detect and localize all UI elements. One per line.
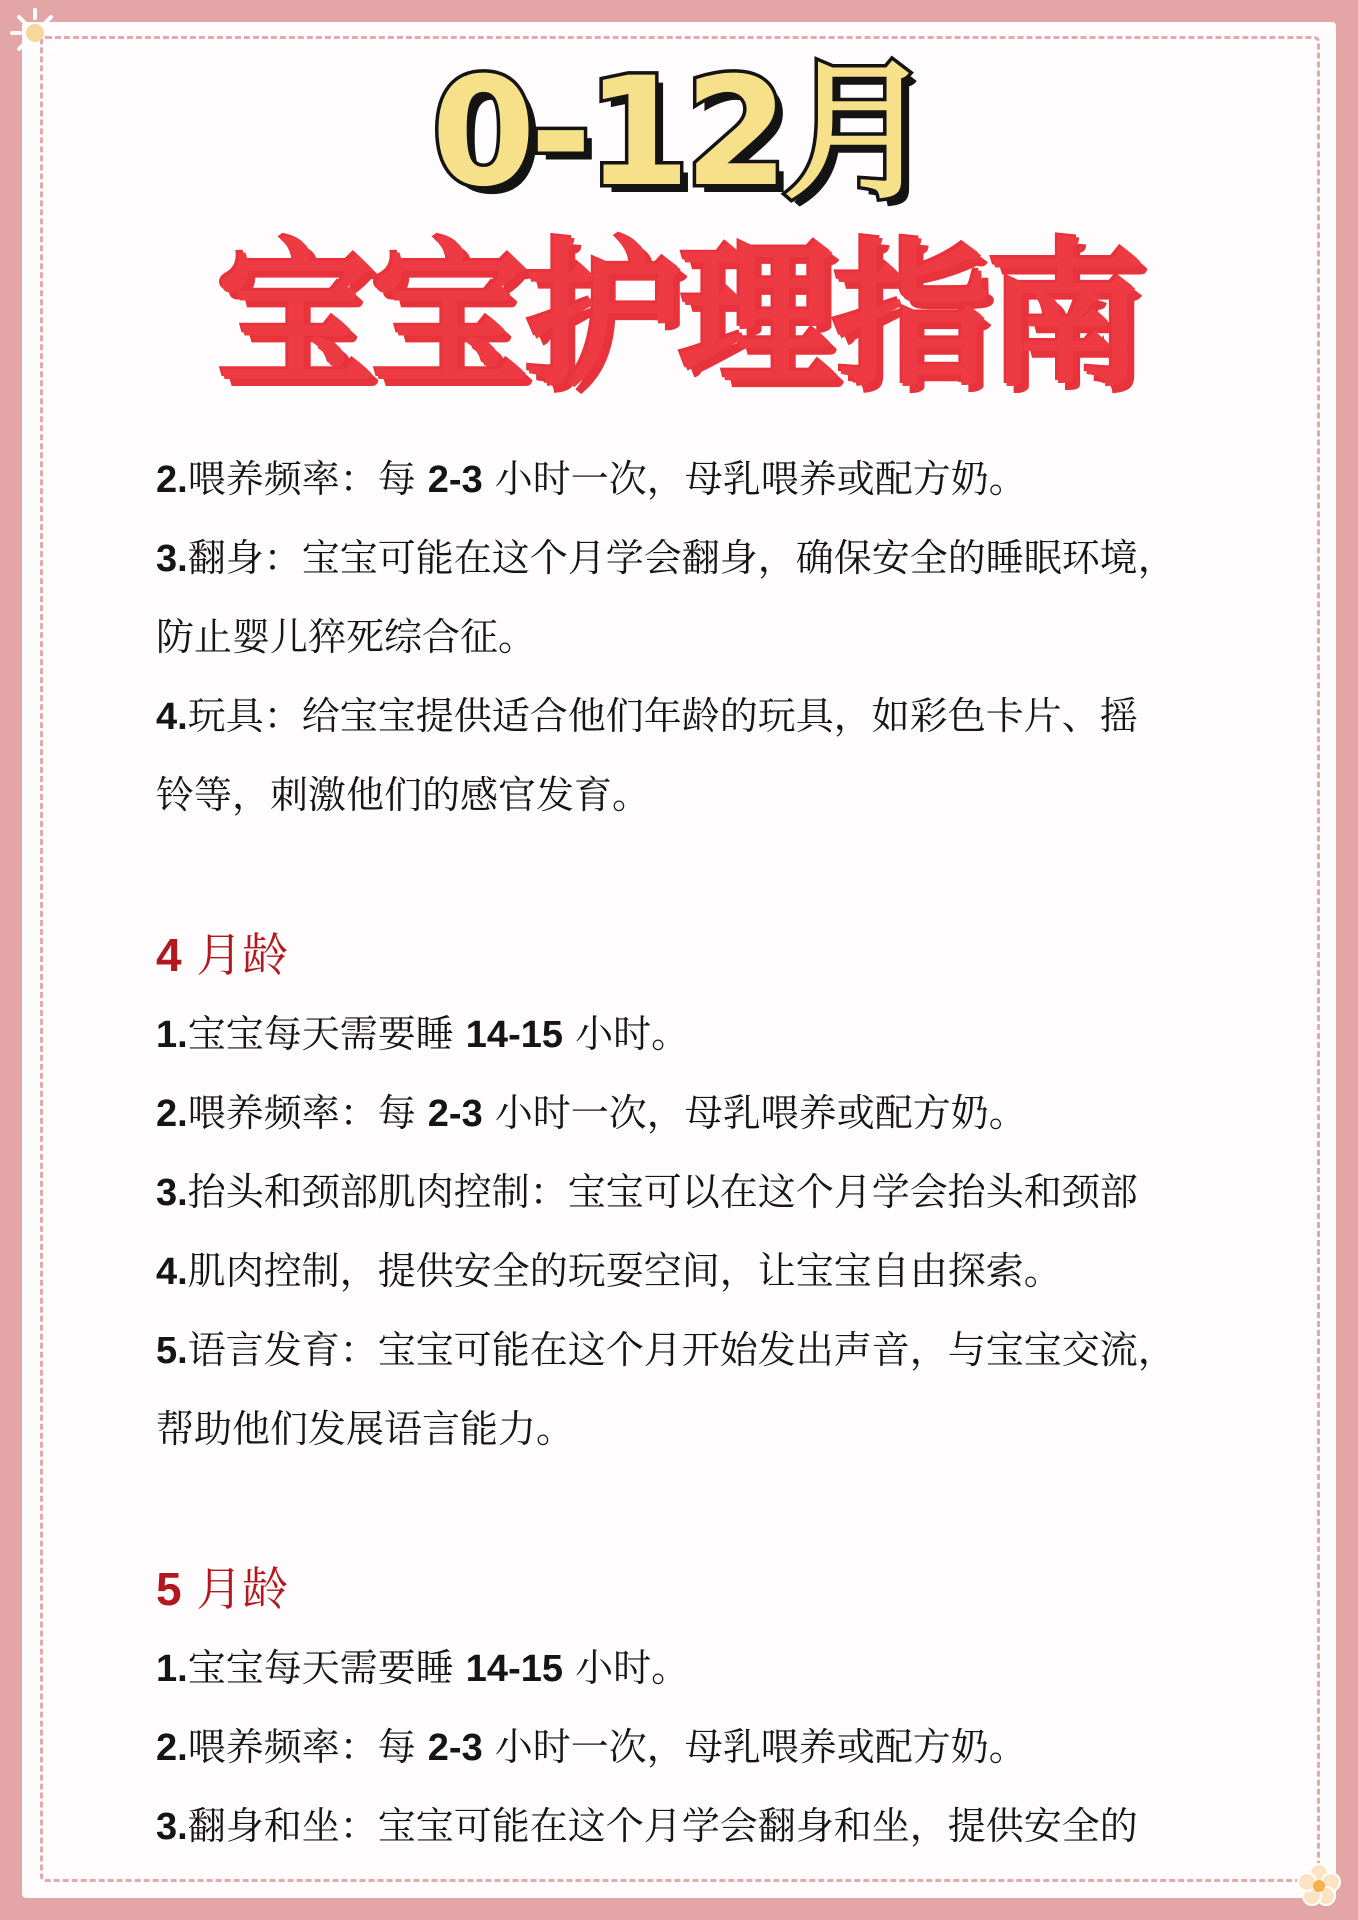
list-item	[156, 1787, 1236, 1866]
list-item	[156, 1629, 1236, 1708]
title-main: 宝宝护理指南	[217, 225, 1141, 409]
item-number: 1.	[156, 1014, 188, 1056]
item-bold-value: 2-3	[427, 1727, 483, 1769]
list-item	[156, 677, 1236, 756]
item-number: 4.	[156, 1251, 188, 1293]
item-text-rest: 小时一次，母乳喂养或配方奶。	[482, 457, 1027, 501]
item-text-rest: 小时一次，母乳喂养或配方奶。	[482, 1725, 1027, 1769]
item-text: 喂养频率：每	[187, 1725, 428, 1769]
section-heading-label: 月龄	[181, 1562, 289, 1616]
item-text: 喂养频率：每	[187, 1091, 428, 1135]
item-text: 帮助他们发展语言能力。	[156, 1407, 575, 1451]
item-text: 肌肉控制，提供安全的玩耍空间，让宝宝自由探索。	[187, 1249, 1062, 1293]
item-number: 3.	[156, 538, 188, 580]
flower-icon	[1292, 1858, 1346, 1912]
item-number: 3.	[156, 1806, 188, 1848]
item-text-rest: 小时。	[563, 1646, 690, 1690]
list-item	[156, 598, 1236, 677]
item-bold-value: 14-15	[465, 1648, 563, 1690]
section-gap	[156, 1469, 1236, 1550]
item-number: 2.	[156, 1727, 188, 1769]
item-text-rest: 小时一次，母乳喂养或配方奶。	[482, 1091, 1027, 1135]
item-number: 2.	[156, 459, 188, 501]
item-bold-value: 14-15	[465, 1014, 563, 1056]
list-item	[156, 1708, 1236, 1787]
item-number: 2.	[156, 1093, 188, 1135]
section-gap	[156, 835, 1236, 916]
item-number: 3.	[156, 1172, 188, 1214]
list-item	[156, 1153, 1236, 1232]
sun-flower-icon	[8, 6, 62, 60]
list-item	[156, 756, 1236, 835]
list-item	[156, 1074, 1236, 1153]
item-text: 防止婴儿猝死综合征。	[156, 615, 537, 659]
item-bold-value: 2-3	[427, 1093, 483, 1135]
item-text: 宝宝每天需要睡	[187, 1012, 466, 1056]
article-body	[156, 440, 1236, 1866]
section-heading	[156, 916, 1236, 995]
intro-list	[156, 440, 1236, 835]
item-text: 喂养频率：每	[187, 457, 428, 501]
item-text: 翻身：宝宝可能在这个月学会翻身，确保安全的睡眠环境，	[187, 536, 1176, 580]
item-text: 铃等，刺激他们的感官发育。	[156, 773, 651, 817]
list-item	[156, 1390, 1236, 1469]
item-text: 语言发育：宝宝可能在这个月开始发出声音，与宝宝交流，	[187, 1328, 1176, 1372]
list-item	[156, 995, 1236, 1074]
title-age-range: 0-12月	[431, 46, 927, 220]
list-item	[156, 1232, 1236, 1311]
item-text: 宝宝每天需要睡	[187, 1646, 466, 1690]
item-text: 抬头和颈部肌肉控制：宝宝可以在这个月学会抬头和颈部	[187, 1170, 1138, 1214]
list-item	[156, 440, 1236, 519]
section-heading	[156, 1550, 1236, 1629]
item-text: 玩具：给宝宝提供适合他们年龄的玩具，如彩色卡片、摇	[187, 694, 1138, 738]
item-number: 4.	[156, 696, 188, 738]
item-number: 5.	[156, 1330, 188, 1372]
section-heading-label: 月龄	[181, 928, 289, 982]
list-item	[156, 519, 1236, 598]
section-heading-number: 4	[156, 929, 182, 981]
item-bold-value: 2-3	[427, 459, 483, 501]
section-heading-number: 5	[156, 1563, 182, 1615]
item-number: 1.	[156, 1648, 188, 1690]
item-text-rest: 小时。	[563, 1012, 690, 1056]
item-text: 翻身和坐：宝宝可能在这个月学会翻身和坐，提供安全的	[187, 1804, 1138, 1848]
sections	[156, 835, 1236, 1866]
list-item	[156, 1311, 1236, 1390]
